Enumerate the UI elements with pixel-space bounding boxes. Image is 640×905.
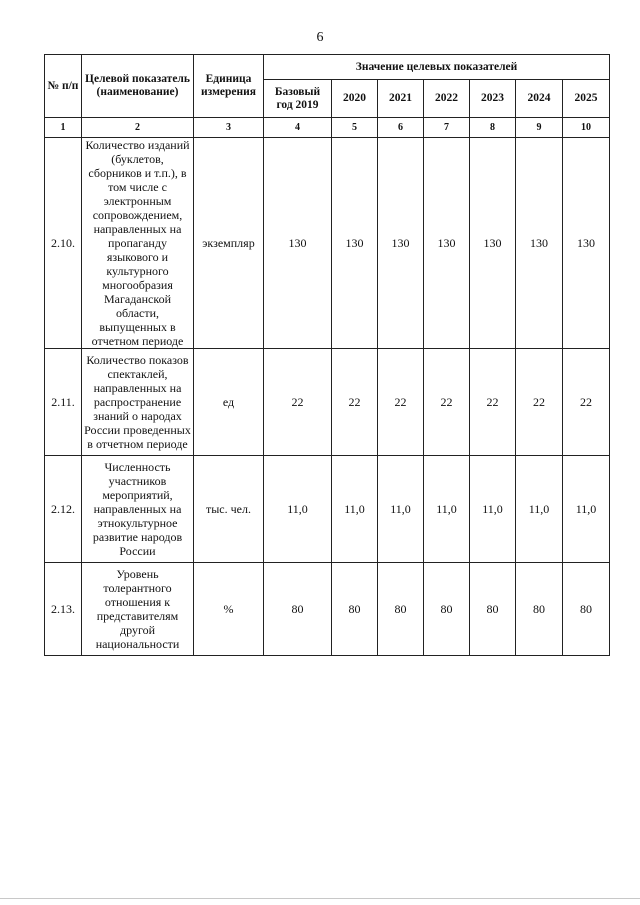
row-value: 80	[264, 563, 332, 656]
row-value: 130	[470, 138, 516, 349]
row-value: 22	[516, 349, 563, 456]
column-number: 6	[378, 118, 424, 138]
row-unit: тыс. чел.	[194, 456, 264, 563]
row-value: 11,0	[332, 456, 378, 563]
header-indicator: Целевой показатель (наименование)	[82, 55, 194, 118]
header-unit: Единица измерения	[194, 55, 264, 118]
row-value: 130	[563, 138, 610, 349]
header-year: 2025	[563, 80, 610, 118]
row-value: 11,0	[424, 456, 470, 563]
row-unit: экземпляр	[194, 138, 264, 349]
column-number: 5	[332, 118, 378, 138]
target-indicators-table	[44, 54, 610, 656]
row-number: 2.13.	[45, 563, 82, 656]
column-number: 7	[424, 118, 470, 138]
header-num: № п/п	[45, 55, 82, 118]
row-value: 80	[516, 563, 563, 656]
table-row	[45, 349, 610, 456]
row-value: 80	[378, 563, 424, 656]
column-number: 1	[45, 118, 82, 138]
row-value: 80	[424, 563, 470, 656]
header-year: 2020	[332, 80, 378, 118]
row-value: 22	[264, 349, 332, 456]
row-number: 2.10.	[45, 138, 82, 349]
row-value: 80	[332, 563, 378, 656]
table-row	[45, 138, 610, 349]
row-value: 130	[516, 138, 563, 349]
row-value: 130	[424, 138, 470, 349]
row-value: 80	[470, 563, 516, 656]
row-value: 22	[424, 349, 470, 456]
row-value: 22	[332, 349, 378, 456]
column-number: 2	[82, 118, 194, 138]
row-number: 2.12.	[45, 456, 82, 563]
header-base-year: Базовый год 2019	[264, 80, 332, 118]
row-number: 2.11.	[45, 349, 82, 456]
column-number: 8	[470, 118, 516, 138]
row-value: 22	[378, 349, 424, 456]
header-year: 2022	[424, 80, 470, 118]
row-value: 11,0	[378, 456, 424, 563]
column-number: 10	[563, 118, 610, 138]
row-value: 130	[332, 138, 378, 349]
header-year: 2024	[516, 80, 563, 118]
table-row	[45, 456, 610, 563]
row-indicator: Количество показов спектаклей, направленных на распространение знаний о народах России проведенных в отчетном периоде	[82, 349, 194, 456]
header-values-group: Значение целевых показателей	[264, 55, 610, 80]
row-value: 11,0	[563, 456, 610, 563]
page-bottom-divider	[0, 898, 640, 899]
column-numbers-row	[45, 118, 610, 138]
row-value: 130	[378, 138, 424, 349]
column-number: 9	[516, 118, 563, 138]
header-year: 2023	[470, 80, 516, 118]
header-year: 2021	[378, 80, 424, 118]
row-value: 11,0	[264, 456, 332, 563]
row-indicator: Уровень толерантного отношения к представителям другой национальности	[82, 563, 194, 656]
row-value: 80	[563, 563, 610, 656]
header-row	[45, 55, 610, 80]
row-value: 130	[264, 138, 332, 349]
table-row	[45, 563, 610, 656]
row-value: 22	[563, 349, 610, 456]
row-unit: %	[194, 563, 264, 656]
row-value: 11,0	[470, 456, 516, 563]
column-number: 3	[194, 118, 264, 138]
column-number: 4	[264, 118, 332, 138]
row-unit: ед	[194, 349, 264, 456]
row-indicator: Численность участников мероприятий, направленных на этнокультурное развитие народов России	[82, 456, 194, 563]
row-indicator: Количество изданий (буклетов, сборников и т.п.), в том числе с электронным сопровождением, направленных на пропаганду языкового и культурного многообразия Магаданской области, выпущенных в отчетном периоде	[82, 138, 194, 349]
row-value: 22	[470, 349, 516, 456]
row-value: 11,0	[516, 456, 563, 563]
page-number: 6	[316, 30, 324, 45]
